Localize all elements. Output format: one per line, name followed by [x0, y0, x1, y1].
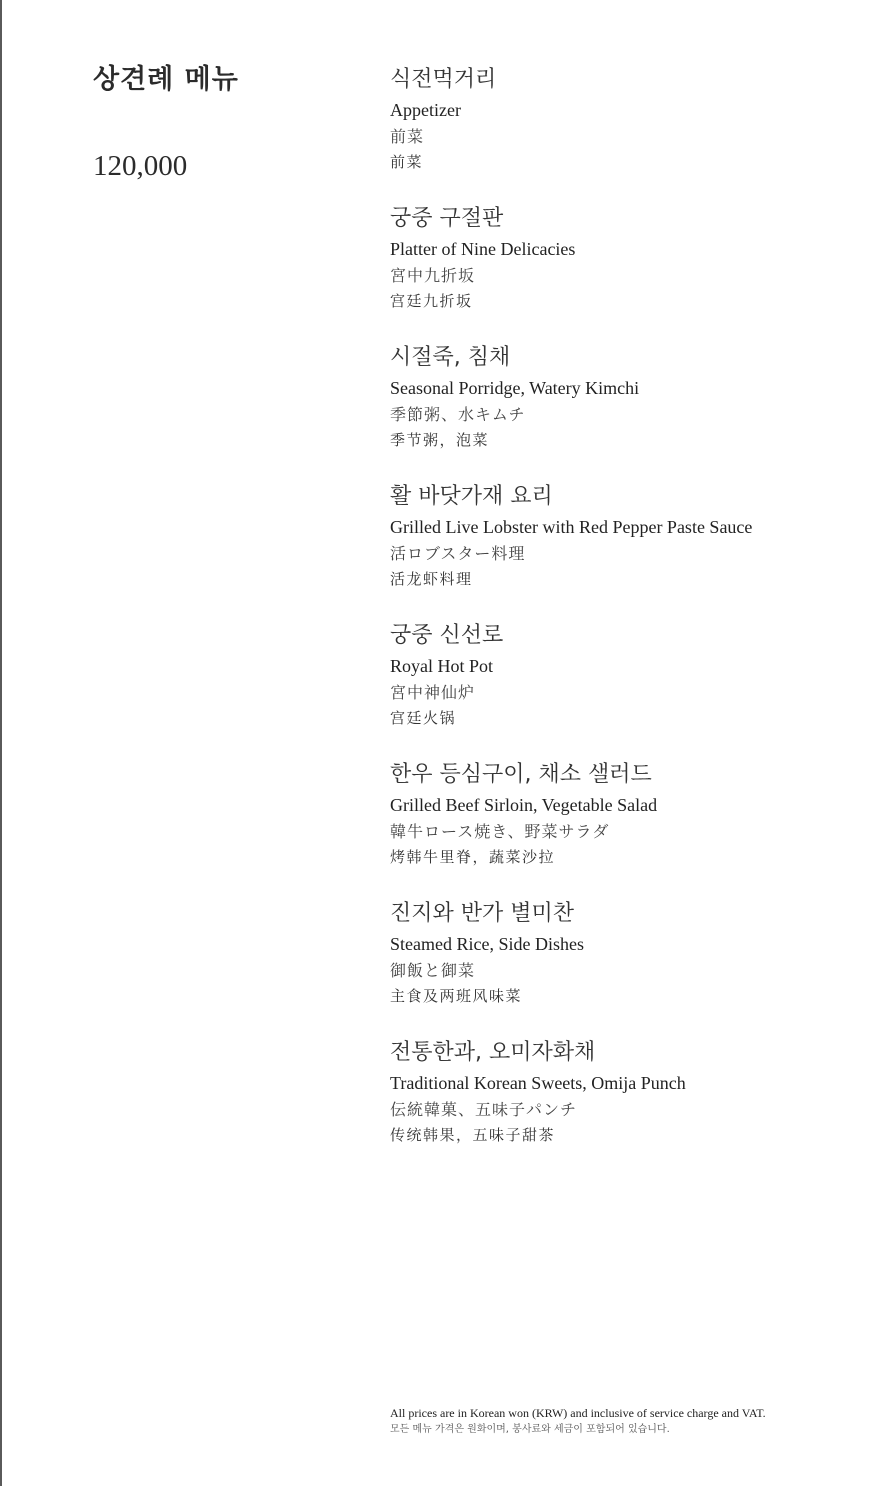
course-item [390, 898, 870, 1037]
menu-title: 상견례 메뉴 [93, 64, 239, 95]
course-item [390, 481, 870, 620]
menu-header [93, 60, 353, 184]
course-name-chinese: 活龙虾料理 [390, 570, 473, 588]
course-name-chinese: 宫廷九折坂 [390, 292, 473, 310]
course-item [390, 342, 870, 481]
footnote-korean: 모든 메뉴 가격은 원화이며, 봉사료와 세금이 포함되어 있습니다. [390, 1424, 670, 1435]
course-name-korean: 활 바닷가재 요리 [390, 484, 553, 509]
course-name-japanese: 伝統韓菓、五味子パンチ [390, 1100, 578, 1119]
footnote-english: All prices are in Korean won (KRW) and inclusive of service charge and VAT. [390, 1406, 766, 1420]
course-name-japanese: 活ロブスター料理 [390, 544, 526, 563]
course-name-korean: 시절죽, 침채 [390, 345, 511, 370]
course-name-chinese: 宫廷火锅 [390, 709, 457, 727]
course-name-korean: 궁중 구절판 [390, 206, 504, 231]
course-name-chinese: 烤韩牛里脊，蔬菜沙拉 [390, 848, 556, 866]
course-name-korean: 진지와 반가 별미찬 [390, 901, 575, 926]
course-name-korean: 전통한과, 오미자화채 [390, 1040, 596, 1065]
course-name-chinese: 主食及两班风味菜 [390, 987, 523, 1005]
course-name-english: Grilled Beef Sirloin, Vegetable Salad [390, 795, 658, 815]
course-name-japanese: 季節粥、水キムチ [390, 405, 526, 424]
course-name-korean: 궁중 신선로 [390, 623, 504, 648]
course-name-english: Steamed Rice, Side Dishes [390, 934, 584, 954]
course-name-chinese: 前菜 [390, 153, 424, 171]
course-name-english: Royal Hot Pot [390, 656, 494, 676]
menu-price: 120,000 [93, 150, 188, 182]
course-list [390, 64, 870, 1176]
course-item [390, 620, 870, 759]
price-footnote [390, 1404, 870, 1438]
course-name-japanese: 宮中神仙炉 [390, 683, 476, 702]
course-name-korean: 한우 등심구이, 채소 샐러드 [390, 762, 652, 787]
course-item [390, 203, 870, 342]
course-name-english: Traditional Korean Sweets, Omija Punch [390, 1073, 686, 1093]
course-item [390, 759, 870, 898]
course-name-korean: 식전먹거리 [390, 67, 497, 92]
course-name-english: Platter of Nine Delicacies [390, 239, 576, 259]
course-name-japanese: 前菜 [390, 127, 425, 146]
course-name-chinese: 传统韩果，五味子甜茶 [390, 1126, 556, 1144]
course-name-english: Grilled Live Lobster with Red Pepper Paste Sauce [390, 517, 753, 537]
course-name-japanese: 御飯と御菜 [390, 961, 476, 980]
course-item [390, 1037, 870, 1176]
course-name-english: Seasonal Porridge, Watery Kimchi [390, 378, 640, 398]
course-name-japanese: 宮中九折坂 [390, 266, 476, 285]
course-name-english: Appetizer [390, 100, 461, 120]
course-item [390, 64, 870, 203]
course-name-chinese: 季节粥，泡菜 [390, 431, 490, 449]
course-name-japanese: 韓牛ロース焼き、野菜サラダ [390, 822, 610, 841]
